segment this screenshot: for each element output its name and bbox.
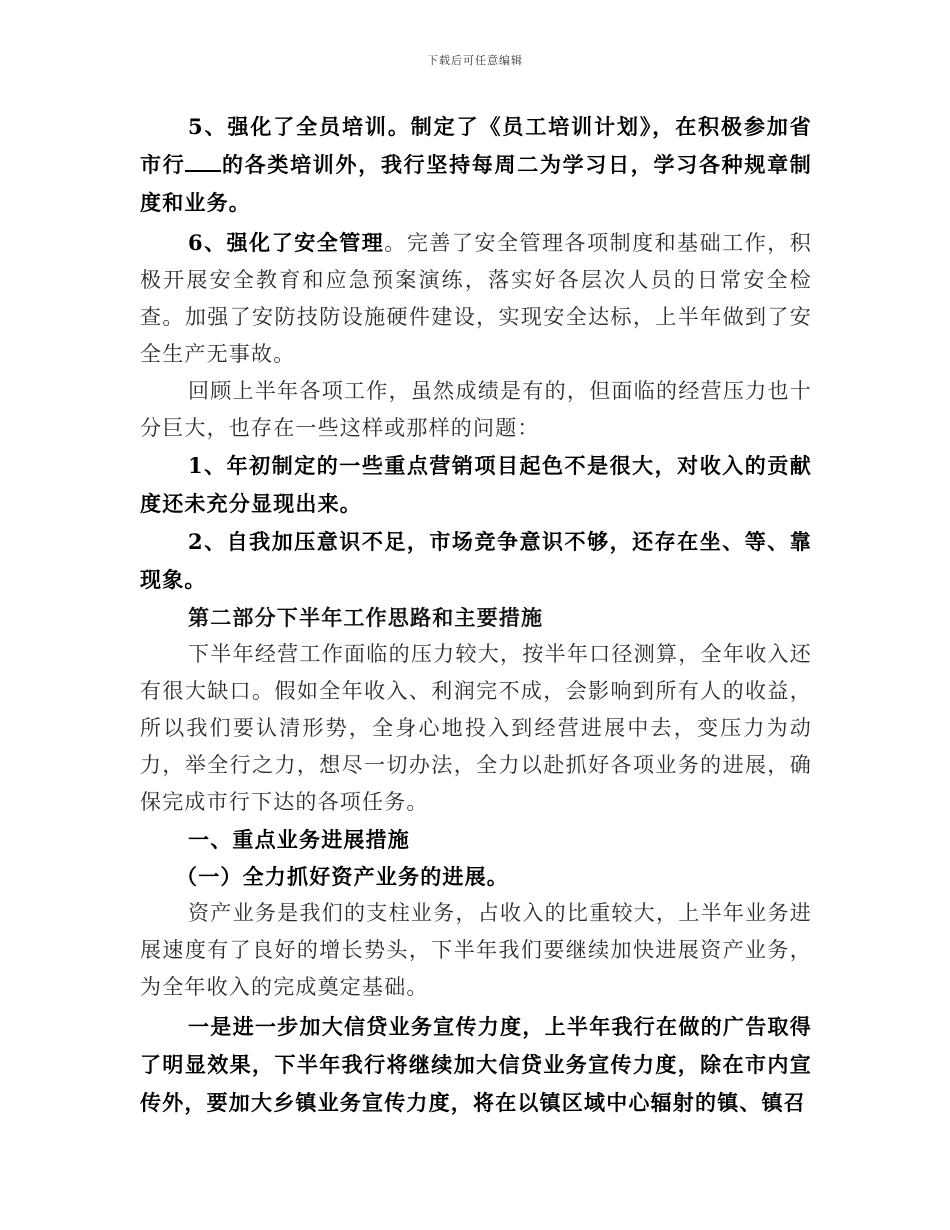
paragraph-staff-training-part1: 5、强化了全员培训。制定了《员工培训计划》，在积极参加省市行 — [140, 114, 812, 177]
paragraph-staff-training-part2: 的各类培训外，我行坚持每周二为学习日，学习各种规章制度和业务。 — [140, 152, 812, 215]
paragraph-second-half-outlook: 下半年经营工作面临的压力较大，按半年口径测算，全年收入还有很大缺口。假如全年收入、利润完不成，会影响到所有人的收益，所以我们要认清形势，全身心地投入到经营进展中去，变压力为动力，举全行之力，想尽一切办法，全力以赴抓好各项业务的进展，确保完成市行下达的各项任务。 — [140, 642, 812, 814]
paragraph-asset-business: 资产业务是我们的支柱业务，占收入的比重较大，上半年业务进展速度有了良好的增长势头，下半年我们要继续加快进展资产业务，为全年收入的完成奠定基础。 — [140, 901, 812, 999]
safety-body: 。完善了安全管理各项制度和基础工作，积极开展安全教育和应急预案演练，落实好各层次人员的日常安全检查。加强了安防技防设施硬件建设，实现安全达标，上半年做到了安全生产无事故。 — [140, 231, 812, 366]
heading-key-business-measures: 一、重点业务进展措施 — [188, 827, 410, 852]
document-body — [140, 108, 812, 1122]
page-header: 下载后可任意编辑 — [427, 54, 523, 67]
paragraph-safety-management — [140, 224, 812, 373]
paragraph-issue-2: 2、自我加压意识不足，市场竞争意识不够，还存在坐、等、靠现象。 — [140, 529, 812, 592]
paragraph-staff-training — [140, 108, 812, 222]
paragraph-credit-promotion: 一是进一步加大信贷业务宣传力度，上半年我行在做的广告取得了明显效果，下半年我行将继续加大信贷业务宣传力度，除在市内宣传外，要加大乡镇业务宣传力度，将在以镇区域中心辐射的镇、镇召 — [140, 1014, 812, 1115]
paragraph-review: 回顾上半年各项工作，虽然成绩是有的，但面临的经营压力也十分巨大，也存在一些这样或那样的问题： — [140, 379, 812, 440]
safety-heading: 6、强化了安全管理 — [188, 230, 385, 255]
section-heading-part2: 第二部分下半年工作思路和主要措施 — [188, 605, 544, 630]
blank-underline — [185, 152, 221, 172]
paragraph-issue-1: 1、年初制定的一些重点营销项目起色不是很大，对收入的贡献度还未充分显现出来。 — [140, 453, 812, 516]
heading-asset-business: （一）全力抓好资产业务的进展。 — [176, 864, 509, 889]
